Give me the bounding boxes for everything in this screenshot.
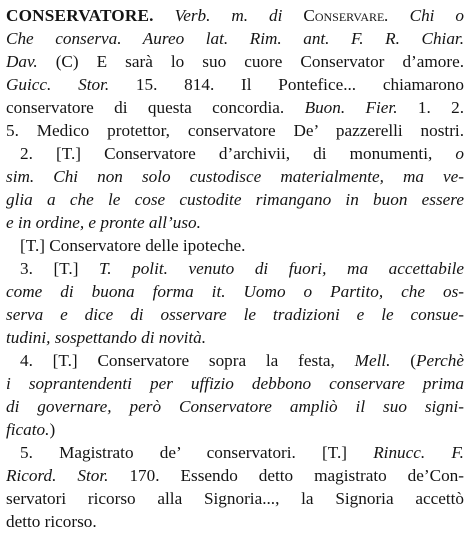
text-run: 2. [T.] Conservatore d’archivii, di monumenti, (20, 144, 456, 163)
entry-line (6, 510, 464, 533)
text-run: 5. Medico protettor, conservatore De’ pazzerelli nostri. (6, 121, 464, 140)
italic-run: come di buona forma it. Uomo o Partito, che os- (6, 282, 464, 301)
entry-line (6, 441, 464, 464)
text-run: (C) E sarà lo suo cuore Conservator d’amore. (37, 52, 464, 71)
entry-line (6, 50, 464, 73)
italic-run: di governare, però Conservatore ampliò il suo signi- (6, 397, 464, 416)
entry-line (6, 372, 464, 395)
entry-line (6, 303, 464, 326)
entry-line (6, 211, 464, 234)
italic-run: tudini, sospettando di novità. (6, 328, 207, 347)
text-run: servatori ricorso alla Signoria..., la Signoria accettò (6, 489, 464, 508)
entry-line (6, 418, 464, 441)
italic-run: Ricord. Stor. (6, 466, 109, 485)
italic-run: glia a che le cose custodite rimangano in buon essere (6, 190, 464, 209)
text-run: 170. Essendo detto magistrato de’Con- (108, 466, 464, 485)
text-run: 3. [T.] (20, 259, 99, 278)
text-run: conservatore di questa concordia. (6, 98, 305, 117)
text-run: [T.] Conservatore delle ipoteche. (20, 236, 246, 255)
italic-run: Rinucc. F. (373, 443, 464, 462)
entry-line (6, 280, 464, 303)
text-run: ( (390, 351, 416, 370)
italic-run: Dav. (6, 52, 38, 71)
small-caps-run: Conservare (303, 6, 385, 25)
text-run: 5. Magistrato de’ conservatori. [T.] (20, 443, 374, 462)
entry-line (6, 4, 464, 27)
text-run: 4. [T.] Conservatore sopra la festa, (20, 351, 355, 370)
italic-run: e in ordine, e pronte all’uso. (6, 213, 201, 232)
text-run: 15. 814. Il Pontefice... chiamarono (109, 75, 464, 94)
entry-line (6, 188, 464, 211)
italic-run: sim. Chi non solo custodisce materialmente, ma ve- (6, 167, 464, 186)
italic-run: . Chi o (384, 6, 464, 25)
dictionary-entry (6, 4, 464, 533)
italic-run: Mell. (354, 351, 391, 370)
entry-line (6, 234, 464, 257)
entry-line (6, 96, 464, 119)
italic-run: o (455, 144, 464, 163)
entry-line (6, 349, 464, 372)
entry-line (6, 142, 464, 165)
entry-line (6, 27, 464, 50)
italic-run: Perchè (415, 351, 464, 370)
entry-line (6, 464, 464, 487)
text-run: 1. 2. (397, 98, 464, 117)
entry-line (6, 257, 464, 280)
entry-line (6, 119, 464, 142)
italic-run: Verb. m. di (153, 6, 304, 25)
entry-line (6, 395, 464, 418)
italic-run: T. polit. venuto di fuori, ma accettabile (98, 259, 464, 278)
italic-run: Buon. Fier. (304, 98, 398, 117)
entry-line (6, 487, 464, 510)
headword: CONSERVATORE. (6, 6, 154, 25)
italic-run: ficato. (6, 420, 50, 439)
italic-run: Guicc. Stor. (6, 75, 110, 94)
italic-run: i soprantendenti per uffizio debbono conservare prima (6, 374, 464, 393)
entry-line (6, 165, 464, 188)
text-run: detto ricorso. (6, 512, 97, 531)
text-run: ) (49, 420, 56, 439)
entry-line (6, 73, 464, 96)
italic-run: Che conserva. Aureo lat. Rim. ant. F. R. Chiar. (6, 29, 464, 48)
italic-run: serva e dice di osservare le tradizioni e le consue- (6, 305, 464, 324)
entry-line (6, 326, 464, 349)
